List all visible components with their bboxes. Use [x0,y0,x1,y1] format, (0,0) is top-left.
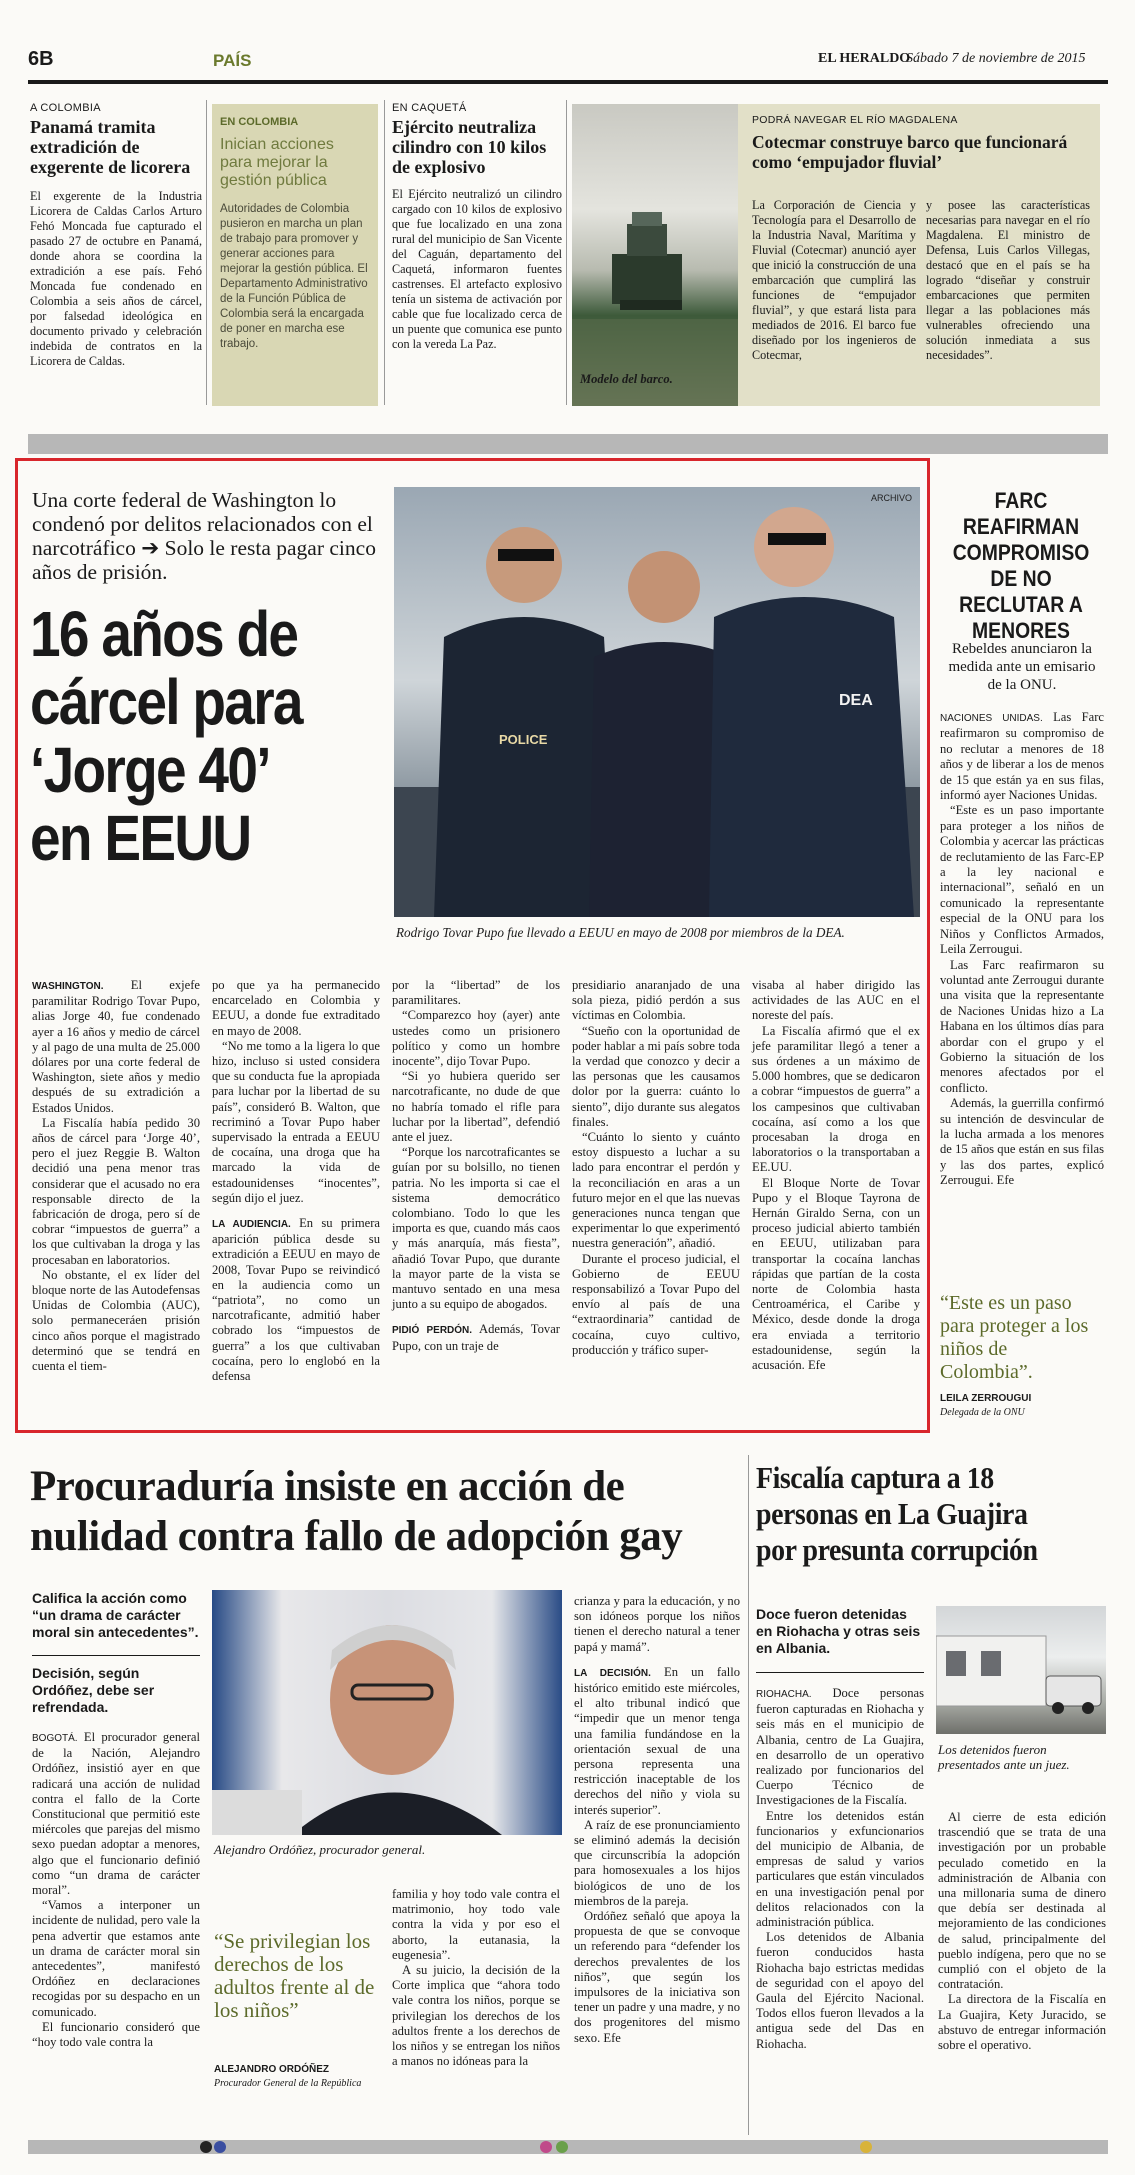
procurador-photo [212,1590,562,1835]
photo-credit: ARCHIVO [870,493,912,503]
folio-rule [28,80,1108,84]
brief-kicker: EN CAQUETÁ [392,102,467,114]
procurador-caption: Alejandro Ordóñez, procurador general. [214,1842,426,1857]
register-mark [860,2141,872,2153]
brief-encolombia [212,104,378,406]
folio [28,48,1108,78]
procuraduria-col2: familia y hoy todo vale contra el matrimonio, hoy todo vale contra la vida y por eso el aborto, la eutanasia, la eugenesia”. A su juicio, la decisión de la Corte implica que “ahora todo vale contra los niños, porque se privilegian los derechos de los adultos frente a los derechos de los niños y se entregan los niños a manos no idóneas para la [392,1887,560,2069]
fiscalia-deck: Doce fueron detenidas en Riohacha y otras seis en Albania. [756,1606,921,1656]
brief-title: Panamá tramita extradición de exgerente de licorera [30,117,191,177]
procuraduria-side1: Califica la acción como “un drama de carácter moral sin antecedentes”. [32,1590,199,1640]
lead-col2: po que ya ha permanecido encarcelado en Colombia y EEUU, a donde fue extraditado en mayo de 2008. “No me tomo a la ligera lo que hizo, incluso si usted considera que su conducta fue la apropiada para luchar por la libertad de su país”, consideró B. Walton, que recriminó a Tovar Pupo haber supervisado la entrada a EEUU de cocaína, una droga que ha marcado la vida de estadounidenses “inocentes”, según dijo el juez. LA AUDIENCIA. En su primera aparición pública desde su extradición a EEUU en mayo de 2008, Tovar Pupo se reivindicó en la audiencia como un “patriota”, no como un narcotraficante, admitió haber cobrado los “impuestos de guerra” a los que cultivaban cocaína, pero lo englobó en la defensa [212,978,380,1384]
lead-caption: Rodrigo Tovar Pupo fue llevado a EEUU en mayo de 2008 por miembros de la DEA. [396,925,845,940]
register-mark [200,2141,212,2153]
farc-deck: Rebeldes anunciaron la medida ante un emisario de la ONU. [948,641,1096,693]
brief-kicker: PODRÁ NAVEGAR EL RÍO MAGDALENA [752,114,958,126]
deck-rule [756,1672,924,1673]
detainees-image [936,1606,1106,1734]
procuraduria-quote: “Se privilegian los derechos de los adultos frente al de los niños” [214,1929,375,2022]
fiscalia-headline: Fiscalía captura a 18 personas en La Guajira por presunta corrupción [756,1460,1038,1567]
paper-date: Sábado 7 de noviembre de 2015 [906,51,1086,66]
brief-kicker: A COLOMBIA [30,102,101,114]
brief-title: Ejército neutraliza cilindro con 10 kilos de explosivo [392,117,547,177]
farc-body: NACIONES UNIDAS. Las Farc reafirmaron su compromiso de no reclutar a menores de 18 años y de liberar a los de menos de 15 que están ya en sus filas, informó ayer Naciones Unidas. “Este es un paso importante para proteger a los niños de Colombia y acercar las prácticas de reclutamiento de las Farc-EP a la ley nacional e internacional”, señaló en un comunicado la representante especial de la ONU para los Niños y Conflictos Armados, Leila Zerrougui. Las Farc reafirmaron su voluntad ante Zerrougui durante una visita que la representante de Naciones Unidas hizo a La Habana en los últimos días para abordar con el grupo y el Gobierno la situación de los menores afectados por el conflicto. Además, la guerrilla confirmó su intención de desvincular de la lucha armada a los menores de 15 años que están en sus filas y las dos partes, explicó Zerrougui. Efe [940,710,1104,1188]
divider [566,100,567,405]
brief-body: El Ejército neutralizó un cilindro cargado con 10 kilos de explosivo que fue localizado en una zona rural del municipio de San Vicente del Caguán, departamento del Caquetá, informaron fuentes castrenses. El artefacto explosivo tenía un sistema de activación por cable que fue localizado cerca de un puente que comunica ese punto con la vereda La Paz. [392,187,562,351]
patch-dea: DEA [839,692,873,709]
lead-col1: WASHINGTON. El exjefe paramilitar Rodrigo Tovar Pupo, alias Jorge 40, fue condenado ayer a 16 años y medio de cárcel y al pago de una multa de 25.000 dólares por una corte federal de Washington, siete años y medio después de su extradición a Estados Unidos. La Fiscalía había pedido 30 años de cárcel para ‘Jorge 40’, pero el juez Reggie B. Walton decidió una pena menor tras considerar que el acusado no era responsable directo de la fabricación de droga, pero sí de cobrar “impuestos de guerra” a los que cultivaban la droga y las procesaban en laboratorios. No obstante, el ex líder del bloque norte de las Autodefensas Unidas de Colombia (AUC), solo permaneceráen prisión cinco años porque el magistrado determinó que se tendrá en cuenta el tiem- [32,978,200,1374]
farc-quote: “Este es un paso para proteger a los niños de Colombia”. [940,1292,1089,1383]
divider [748,1455,749,2135]
procuraduria-quote-name: ALEJANDRO ORDÓÑEZ [214,2064,330,2075]
divider [384,100,385,405]
farc-quote-role: Delegada de la ONU [940,1407,1025,1418]
procuraduria-headline: Procuraduría insiste en acción de nulidad contra fallo de adopción gay [30,1463,683,1560]
lead-col3: por la “libertad” de los paramilitares. “Comparezco hoy (ayer) ante ustedes como un prisionero político y como un hombre inocente”, dijo Tovar Pupo. “Si yo hubiera querido ser narcotraficante, no dude de que no habría tomado el rifle para luchar por la libertad”, defendió ante el juez. “Porque los narcotraficantes se guían por su bolsillo, no tienen patria. No les importa si cae el sistema democrático colombiano. Todo lo que les importa es que, cuando más caos y más anarquía, más fiesta”, añadió Tovar Pupo, que durante la mayor parte de la vista se mantuvo sentado en una mesa junto a su equipo de abogados. PIDIÓ PERDÓN. Además, Tovar Pupo, con un traje de [392,978,560,1353]
lead-col4: presidiario anaranjado de una sola pieza, pidió perdón a sus víctimas en Colombia. “Sueño con la oportunidad de poder hablar a mi país sobre toda la verdad que conozco y decir a las personas que les causamos dolor por la guerra: cuánto lo siento”, dijo durante sus alegatos finales. “Cuánto lo siento y cuánto estoy dispuesto a luchar a su lado para encontrar el perdón y la reconciliación en aras a un futuro mejor en el que las nuevas generaciones nunca tengan que experimentar lo que experimentó nuestra generación”, añadió. Durante el proceso judicial, el Gobierno de EEUU responsabilizó a Tovar Pupo del envío al país de una “extraordinaria” cantidad de cocaína, cuyo cultivo, producción y tráfico super- [572,978,740,1357]
side-rule [32,1655,200,1656]
brief-body: El exgerente de la Industria Licorera de Caldas Carlos Arturo Fehó Moncada fue capturado el pasado 27 de octubre en Panamá, donde ahora se coordina la extradición a ese país. Fehó Moncada fue condenado en Colombia a seis años de cárcel, por falsedad ideológica en documento privado y celebración indebida de contratos en la Licorera de Caldas. [30,189,202,368]
page-number: 6B [28,48,54,70]
photo-caption: Modelo del barco. [580,372,673,386]
fiscalia-col1: RIOHACHA. Doce personas fueron capturadas en Riohacha y seis más en el municipio de Albania, centro de La Guajira, en desarrollo de un operativo realizado por funcionarios del Cuerpo Técnico de Investigaciones de la Fiscalía. Entre los detenidos están funcionarios y exfuncionarios del municipio de Albania, de empresas de salud y varios particulares que están vinculados en una investigación penal por delitos relacionados con la administración pública. Los detenidos de Albania fueron conducidos hasta Riohacha bajo estrictas medidas de seguridad con el apoyo del Gaula del Ejército Nacional. Todos ellos fueron llevados a la antigua sede del Das en Riohacha. [756,1686,924,2051]
divider [206,100,207,405]
fiscalia-caption: Los detenidos fueron presentados ante un juez. [938,1742,1070,1772]
procuraduria-col3: crianza y para la educación, y no son idóneos porque los niños tienen el derecho natural a tener papá y mamá”. LA DECISIÓN. En un fallo histórico emitido este miércoles, el alto tribunal indicó que “impedir que un menor tenga una familia fundándose en la orientación sexual de una persona representa una restricción inaceptable de los derechos del niño y viola su interés superior”. A raíz de ese pronunciamiento se eliminó además la decisión que circunscribía la adopción para homosexuales a los hijos biológicos de uno de los miembros de la pareja. Ordóñez señaló que apoya la propuesta de que se convoque un referendo para “defender los derechos prevalentes de los niños”, que según los impulsores de la iniciativa son tener un padre y una madre, y no dos progenitores del mismo sexo. Efe [574,1594,741,2045]
procuraduria-side2: Decisión, según Ordóñez, debe ser refrendada. [32,1665,155,1715]
fiscalia-col2: Al cierre de esta edición trascendió que se trata de una investigación por un probable peculado cometido en la administración de Albania con una millonaria suma de dinero que debía ser destinada al mejoramiento de las condiciones de salud, principalmente del pueblo indígena, pero que no se cumplió con el objeto de la contratación. La directora de la Fiscalía en La Guajira, Kety Juracido, se abstuvo de entregar información sobre el operativo. [938,1810,1106,2053]
fiscalia-photo [936,1606,1106,1734]
brief-barco [572,104,1100,406]
lead-deck: Una corte federal de Washington lo condenó por delitos relacionados con el narcotráfico ➔ Solo le resta pagar cinco años de prisión. [32,488,376,584]
brief-kicker: EN COLOMBIA [220,116,299,128]
farc-headline: FARC REAFIRMAN COMPROMISO DE NO RECLUTAR A MENORES [952,488,1090,643]
boat-photo [572,104,738,406]
register-mark [540,2141,552,2153]
ordonez-portrait [212,1590,562,1835]
patch-police: POLICE [499,732,548,747]
lead-headline: 16 años de cárcel para ‘Jorge 40’ en EEUU [30,598,302,874]
lead-photo [394,487,920,917]
brief-body-col1: La Corporación de Ciencia y Tecnología para el Desarrollo de la Industria Naval, Marítima y Fluvial (Cotecmar) anunció ayer que inició la construcción de una embarcación que cumplirá las funciones de “empujador fluvial”, y que estará lista para mediados de 2016. El barco fue diseñado por los ingenieros de Cotecmar, [752,198,916,362]
paper-name: EL HERALDO [818,51,911,66]
section-label: PAÍS [213,51,252,70]
brief-body: Autoridades de Colombia pusieron en marcha un plan de trabajo para promover y generar acciones para mejorar la gestión pública. El Departamento Administrativo de la Función Pública de Colombia será la encargada de poner en marcha ese trabajo. [220,203,368,350]
register-mark [214,2141,226,2153]
section-bar [28,434,1108,454]
boat-model-image [572,104,738,406]
lead-col5: visaba al haber dirigido las actividades de las AUC en el noreste del país. La Fiscalía afirmó que el ex jefe paramilitar llegó a tener a sus órdenes a un máximo de 5.000 hombres, que se dedicaron a cobrar “impuestos de guerra” a los campesinos que cultivaban cocaína, así como a los que procesaban la droga en laboratorios o la transportaban a EE.UU. El Bloque Norte de Tovar Pupo y el Bloque Tayrona de Hernán Giraldo Serna, con un proceso judicial abierto también en EEUU, utilizaban para transportar la cocaína lanchas rápidas que partían de la costa norte de Colombia hasta Centroamérica, el Caribe y México, desde donde la droga era enviada a territorio estadounidense, según la acusación. Efe [752,978,920,1373]
procuraduria-col1: BOGOTÁ. El procurador general de la Nación, Alejandro Ordóñez, insistió ayer en que radicará una acción de nulidad contra el fallo de la Corte Constitucional que permitió este miércoles que parejas del mismo sexo puedan adoptar a menores, algo que el funcionario definió como “un drama de carácter moral”. “Vamos a interponer un incidente de nulidad, pero vale la pena advertir que estamos ante un drama de carácter moral sin antecedentes”, manifestó Ordóñez en declaraciones recogidas por su despacho en un comunicado. El funcionario consideró que “hoy todo vale contra la [32,1730,200,2050]
bottom-bar [28,2140,1108,2154]
farc-quote-name: LEILA ZERROUGUI [940,1393,1032,1404]
procuraduria-quote-role: Procurador General de la República [214,2078,362,2089]
brief-caqueta [392,102,562,352]
register-mark [556,2141,568,2153]
brief-title: Inician acciones para mejorar la gestión pública [220,136,334,189]
brief-panama [30,102,202,369]
brief-body-col2: y posee las características necesarias para navegar en el río Magdalena. El ministro de Defensa, Luis Carlos Villegas, destacó que en el país se ha logrado “diseñar y construir embarcaciones que permiten llegar a las poblaciones más vulnerables ofreciendo una solución inmediata a sus necesidades”. [926,198,1090,362]
brief-title: Cotecmar construye barco que funcionará como ‘empujador fluvial’ [752,132,1068,172]
